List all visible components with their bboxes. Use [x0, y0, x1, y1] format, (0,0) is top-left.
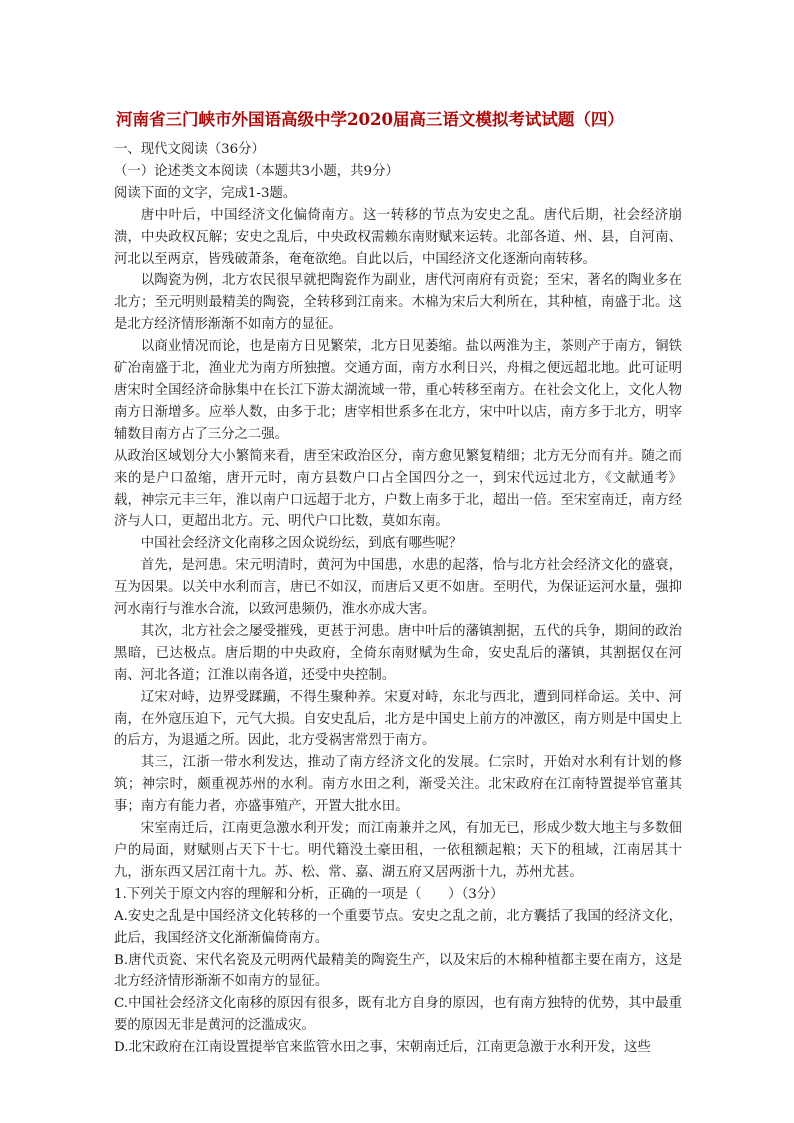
paragraph: 以陶瓷为例，北方农民很早就把陶瓷作为副业，唐代河南府有贡瓷；至宋，著名的陶业多在北方；至元明则最精美的陶瓷，全转移到江南来。木棉为宋后大利所在，其种植，南盛于北。这是北方经济情形渐渐不如南方的显征。 — [114, 273, 682, 333]
paragraph: 辽宋对峙，边界受蹂躏，不得生聚种养。宋夏对峙，东北与西北，遭到同样命运。关中、河南，在外寇压迫下，元气大损。自安史乱后，北方是中国史上前方的冲激区，南方则是中国史上的后方，为退遁之所。因此，北方受祸害常烈于南方。 — [114, 689, 682, 749]
subsection-heading: （一）论述类文本阅读（本题共3小题，共9分） — [114, 163, 399, 179]
section-heading: 一、现代文阅读（36分） — [114, 142, 265, 157]
paragraph: 中国社会经济文化南移之因众说纷纭，到底有哪些呢？ — [140, 536, 463, 552]
document-body — [114, 139, 682, 1059]
answer-option-d: D.北宋政府在江南设置提举官来监管水田之事，宋朝南迁后，江南更急激于水利开发，这些 — [114, 1040, 651, 1056]
paragraph: 唐中叶后，中国经济文化偏倚南方。这一转移的节点为安史之乱。唐代后期，社会经济崩溃，中央政权瓦解；安史之乱后，中央政权需赖东南财赋来运转。北部各道、州、县，自河南、河北以至两京，皆残破萧条，奄奄欲绝。自此以后，中国经济文化逐渐向南转移。 — [114, 207, 682, 267]
question-stem: 1.下列关于原文内容的理解和分析，正确的一项是（ ）（3分） — [114, 886, 504, 902]
answer-option-c: C.中国社会经济文化南移的原因有很多，既有北方自身的原因，也有南方独特的优势，其中最重要的原因无非是黄河的泛滥成灾。 — [114, 996, 682, 1034]
paragraph: 宋室南迁后，江南更急激水利开发；而江南兼并之风，有加无已，形成少数大地主与多数佃户的局面，财赋则占天下十七。明代籍没土豪田租，一依租额起粮；天下的租域，江南居其十九，浙东西又居江南十九。苏、松、常、嘉、湖五府又居两浙十九，苏州尤甚。 — [114, 821, 682, 880]
answer-option-a: A.安史之乱是中国经济文化转移的一个重要节点。安史之乱之前，北方囊括了我国的经济文化，此后，我国经济文化渐渐偏倚南方。 — [114, 908, 682, 946]
paragraph: 其次，北方社会之屡受摧残，更甚于河患。唐中叶后的藩镇割据，五代的兵争，期间的政治黑暗，已达极点。唐后期的中央政府，全倚东南财赋为生命，安史乱后的藩镇，其割据仅在河南、河北各道；江淮以南各道，还受中央控制。 — [114, 623, 682, 683]
paragraph: 从政治区域划分大小繁简来看，唐至宋政治区分，南方愈见繁复精细；北方无分而有并。随之而来的是户口盈缩，唐开元时，南方县数户口占全国四分之一，到宋代远过北方，《文献通考》载，神宗元丰三年，淮以南户口远超于北方，户数上南多于北，超出一倍。至宋室南迁，南方经济与人口，更超出北方。元、明代户口比数，莫如东南。 — [114, 448, 682, 530]
paragraph: 其三，江浙一带水利发达，推动了南方经济文化的发展。仁宗时，开始对水利有计划的修筑；神宗时，颇重视苏州的水利。南方水田之利，渐受关注。北宋政府在江南特置提举官董其事；南方有能力者，亦盛事殖产，开置大批水田。 — [114, 755, 682, 815]
instruction: 阅读下面的文字，完成1-3题。 — [114, 185, 297, 201]
answer-option-b: B.唐代贡瓷、宋代名瓷及元明两代最精美的陶瓷生产，以及宋后的木棉种植都主要在南方，这是北方经济情形渐渐不如南方的显征。 — [114, 952, 682, 990]
page-title: 河南省三门峡市外国语高级中学2020届高三语文模拟考试试题（四） — [116, 110, 624, 129]
paragraph: 首先，是河患。宋元明清时，黄河为中国患，水患的起落，恰与北方社会经济文化的盛衰，互为因果。以关中水利而言，唐已不如汉，而唐后又更不如唐。至明代，为保证运河水量，强抑河水南行与淮水合流，以致河患频仍，淮水亦成大害。 — [114, 558, 682, 618]
paragraph: 以商业情况而论，也是南方日见繁荣，北方日见萎缩。盐以两淮为主，茶则产于南方，铜铁矿冶南盛于北，渔业尤为南方所独擅。交通方面，南方水利日兴，舟楫之便远超北地。此可证明唐宋时全国经济命脉集中在长江下游太湖流域一带，重心转移至南方。在社会文化上，文化人物南方日渐增多。应举人数，由多于北；唐宰相世系多在北方，宋中叶以店，南方多于北方，明宰辅数目南方占了三分之二强。 — [114, 339, 682, 442]
